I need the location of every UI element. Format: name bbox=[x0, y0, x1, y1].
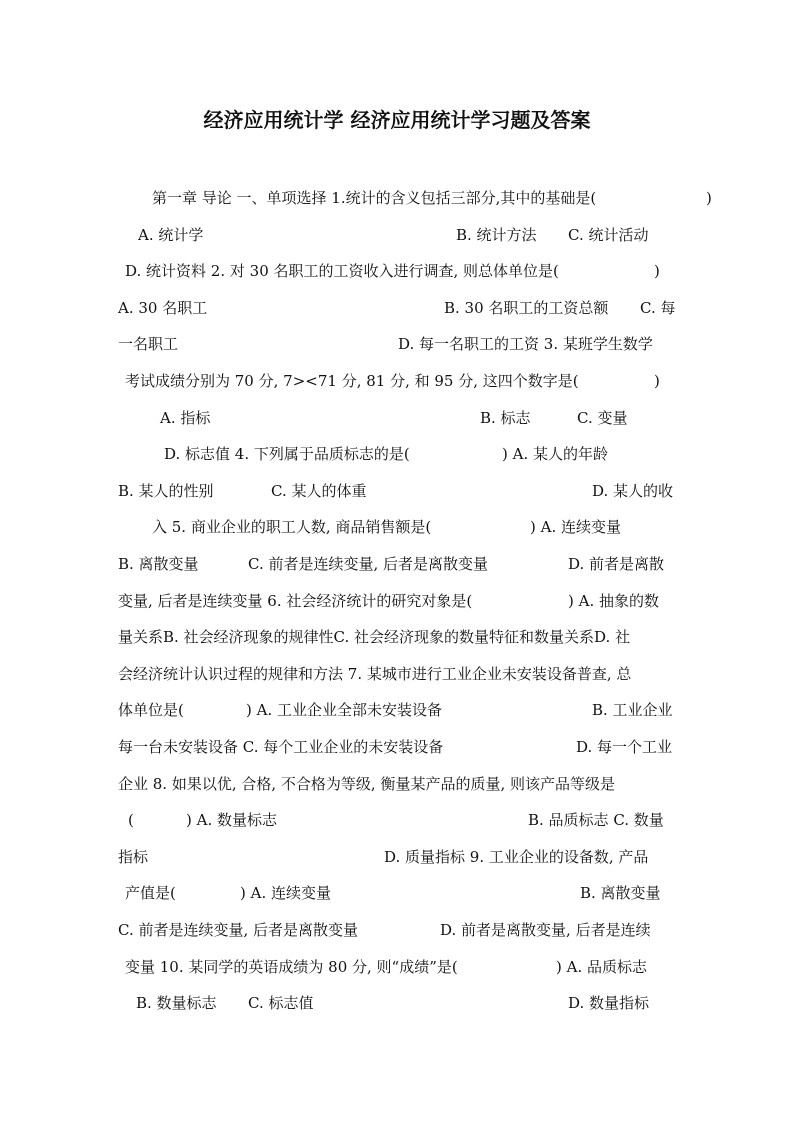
text-segment: B. 数量标志 bbox=[136, 994, 217, 1012]
text-segment: ) A. 数量标志 bbox=[186, 811, 277, 829]
text-segment: 变量 10. 某同学的英语成绩为 80 分, 则“成绩”是( bbox=[125, 958, 458, 976]
text-segment: A. 统计学 bbox=[138, 226, 204, 244]
text-segment: ) bbox=[654, 262, 660, 280]
text-segment: D. 每一个工业 bbox=[576, 738, 673, 756]
text-segment: 指标 bbox=[118, 848, 149, 866]
text-segment: B. 品质标志 C. 数量 bbox=[528, 811, 664, 829]
document-title: 经济应用统计学 经济应用统计学习题及答案 bbox=[203, 108, 591, 132]
text-segment: C. 每 bbox=[640, 299, 676, 317]
text-segment: ) A. 工业企业全部未安装设备 bbox=[246, 701, 442, 719]
text-segment: ) A. 品质标志 bbox=[556, 958, 647, 976]
text-segment: B. 某人的性别 bbox=[118, 482, 214, 500]
text-segment: 考试成绩分别为 70 分, 7><71 分, 81 分, 和 95 分, 这四个数字是( bbox=[125, 372, 579, 390]
text-segment: 产值是( bbox=[125, 884, 176, 902]
text-segment: D. 每一名职工的工资 3. 某班学生数学 bbox=[398, 335, 653, 353]
text-segment: D. 统计资料 2. 对 30 名职工的工资收入进行调查, 则总体单位是( bbox=[125, 262, 559, 280]
text-segment: C. 统计活动 bbox=[568, 226, 649, 244]
text-segment: 会经济统计认识过程的规律和方法 7. 某城市进行工业企业未安装设备普查, 总 bbox=[118, 665, 632, 683]
text-segment: B. 标志 bbox=[480, 409, 531, 427]
text-segment: B. 统计方法 bbox=[456, 226, 537, 244]
text-segment: C. 某人的体重 bbox=[271, 482, 367, 500]
text-segment: D. 数量指标 bbox=[568, 994, 650, 1012]
text-segment: 每一台未安装设备 C. 每个工业企业的未安装设备 bbox=[118, 738, 444, 756]
text-segment: ) A. 连续变量 bbox=[240, 884, 331, 902]
text-segment: C. 标志值 bbox=[248, 994, 314, 1012]
text-segment: ) bbox=[654, 372, 660, 390]
text-segment: 一名职工 bbox=[118, 335, 179, 353]
text-segment: B. 30 名职工的工资总额 bbox=[444, 299, 609, 317]
text-segment: 企业 8. 如果以优, 合格, 不合格为等级, 衡量某产品的质量, 则该产品等级是 bbox=[118, 775, 615, 793]
text-segment: B. 离散变量 bbox=[580, 884, 661, 902]
text-segment: ) A. 某人的年龄 bbox=[502, 445, 608, 463]
text-segment: ) A. 抽象的数 bbox=[568, 592, 659, 610]
text-segment: D. 前者是离散 bbox=[568, 555, 665, 573]
text-segment: ) A. 连续变量 bbox=[530, 518, 621, 536]
text-segment: B. 工业企业 bbox=[592, 701, 673, 719]
text-segment: 体单位是( bbox=[118, 701, 184, 719]
text-segment: C. 前者是连续变量, 后者是离散变量 bbox=[118, 921, 359, 939]
text-segment: C. 前者是连续变量, 后者是离散变量 bbox=[248, 555, 489, 573]
text-segment: C. 变量 bbox=[577, 409, 628, 427]
text-segment: 变量, 后者是连续变量 6. 社会经济统计的研究对象是( bbox=[118, 592, 473, 610]
text-segment: 入 5. 商业企业的职工人数, 商品销售额是( bbox=[152, 518, 432, 536]
text-segment: D. 标志值 4. 下列属于品质标志的是( bbox=[164, 445, 410, 463]
text-segment: 第一章 导论 一、单项选择 1.统计的含义包括三部分,其中的基础是( bbox=[152, 189, 597, 207]
text-segment: A. 指标 bbox=[160, 409, 211, 427]
text-segment: D. 质量指标 9. 工业企业的设备数, 产品 bbox=[384, 848, 649, 866]
text-segment: ( bbox=[128, 811, 134, 829]
text-segment: 量关系B. 社会经济现象的规律性C. 社会经济现象的数量特征和数量关系D. 社 bbox=[118, 628, 631, 646]
text-segment: D. 某人的收 bbox=[592, 482, 674, 500]
text-segment: D. 前者是离散变量, 后者是连续 bbox=[440, 921, 651, 939]
text-segment: B. 离散变量 bbox=[118, 555, 199, 573]
text-segment: A. 30 名职工 bbox=[118, 299, 208, 317]
text-segment: ) bbox=[706, 189, 712, 207]
